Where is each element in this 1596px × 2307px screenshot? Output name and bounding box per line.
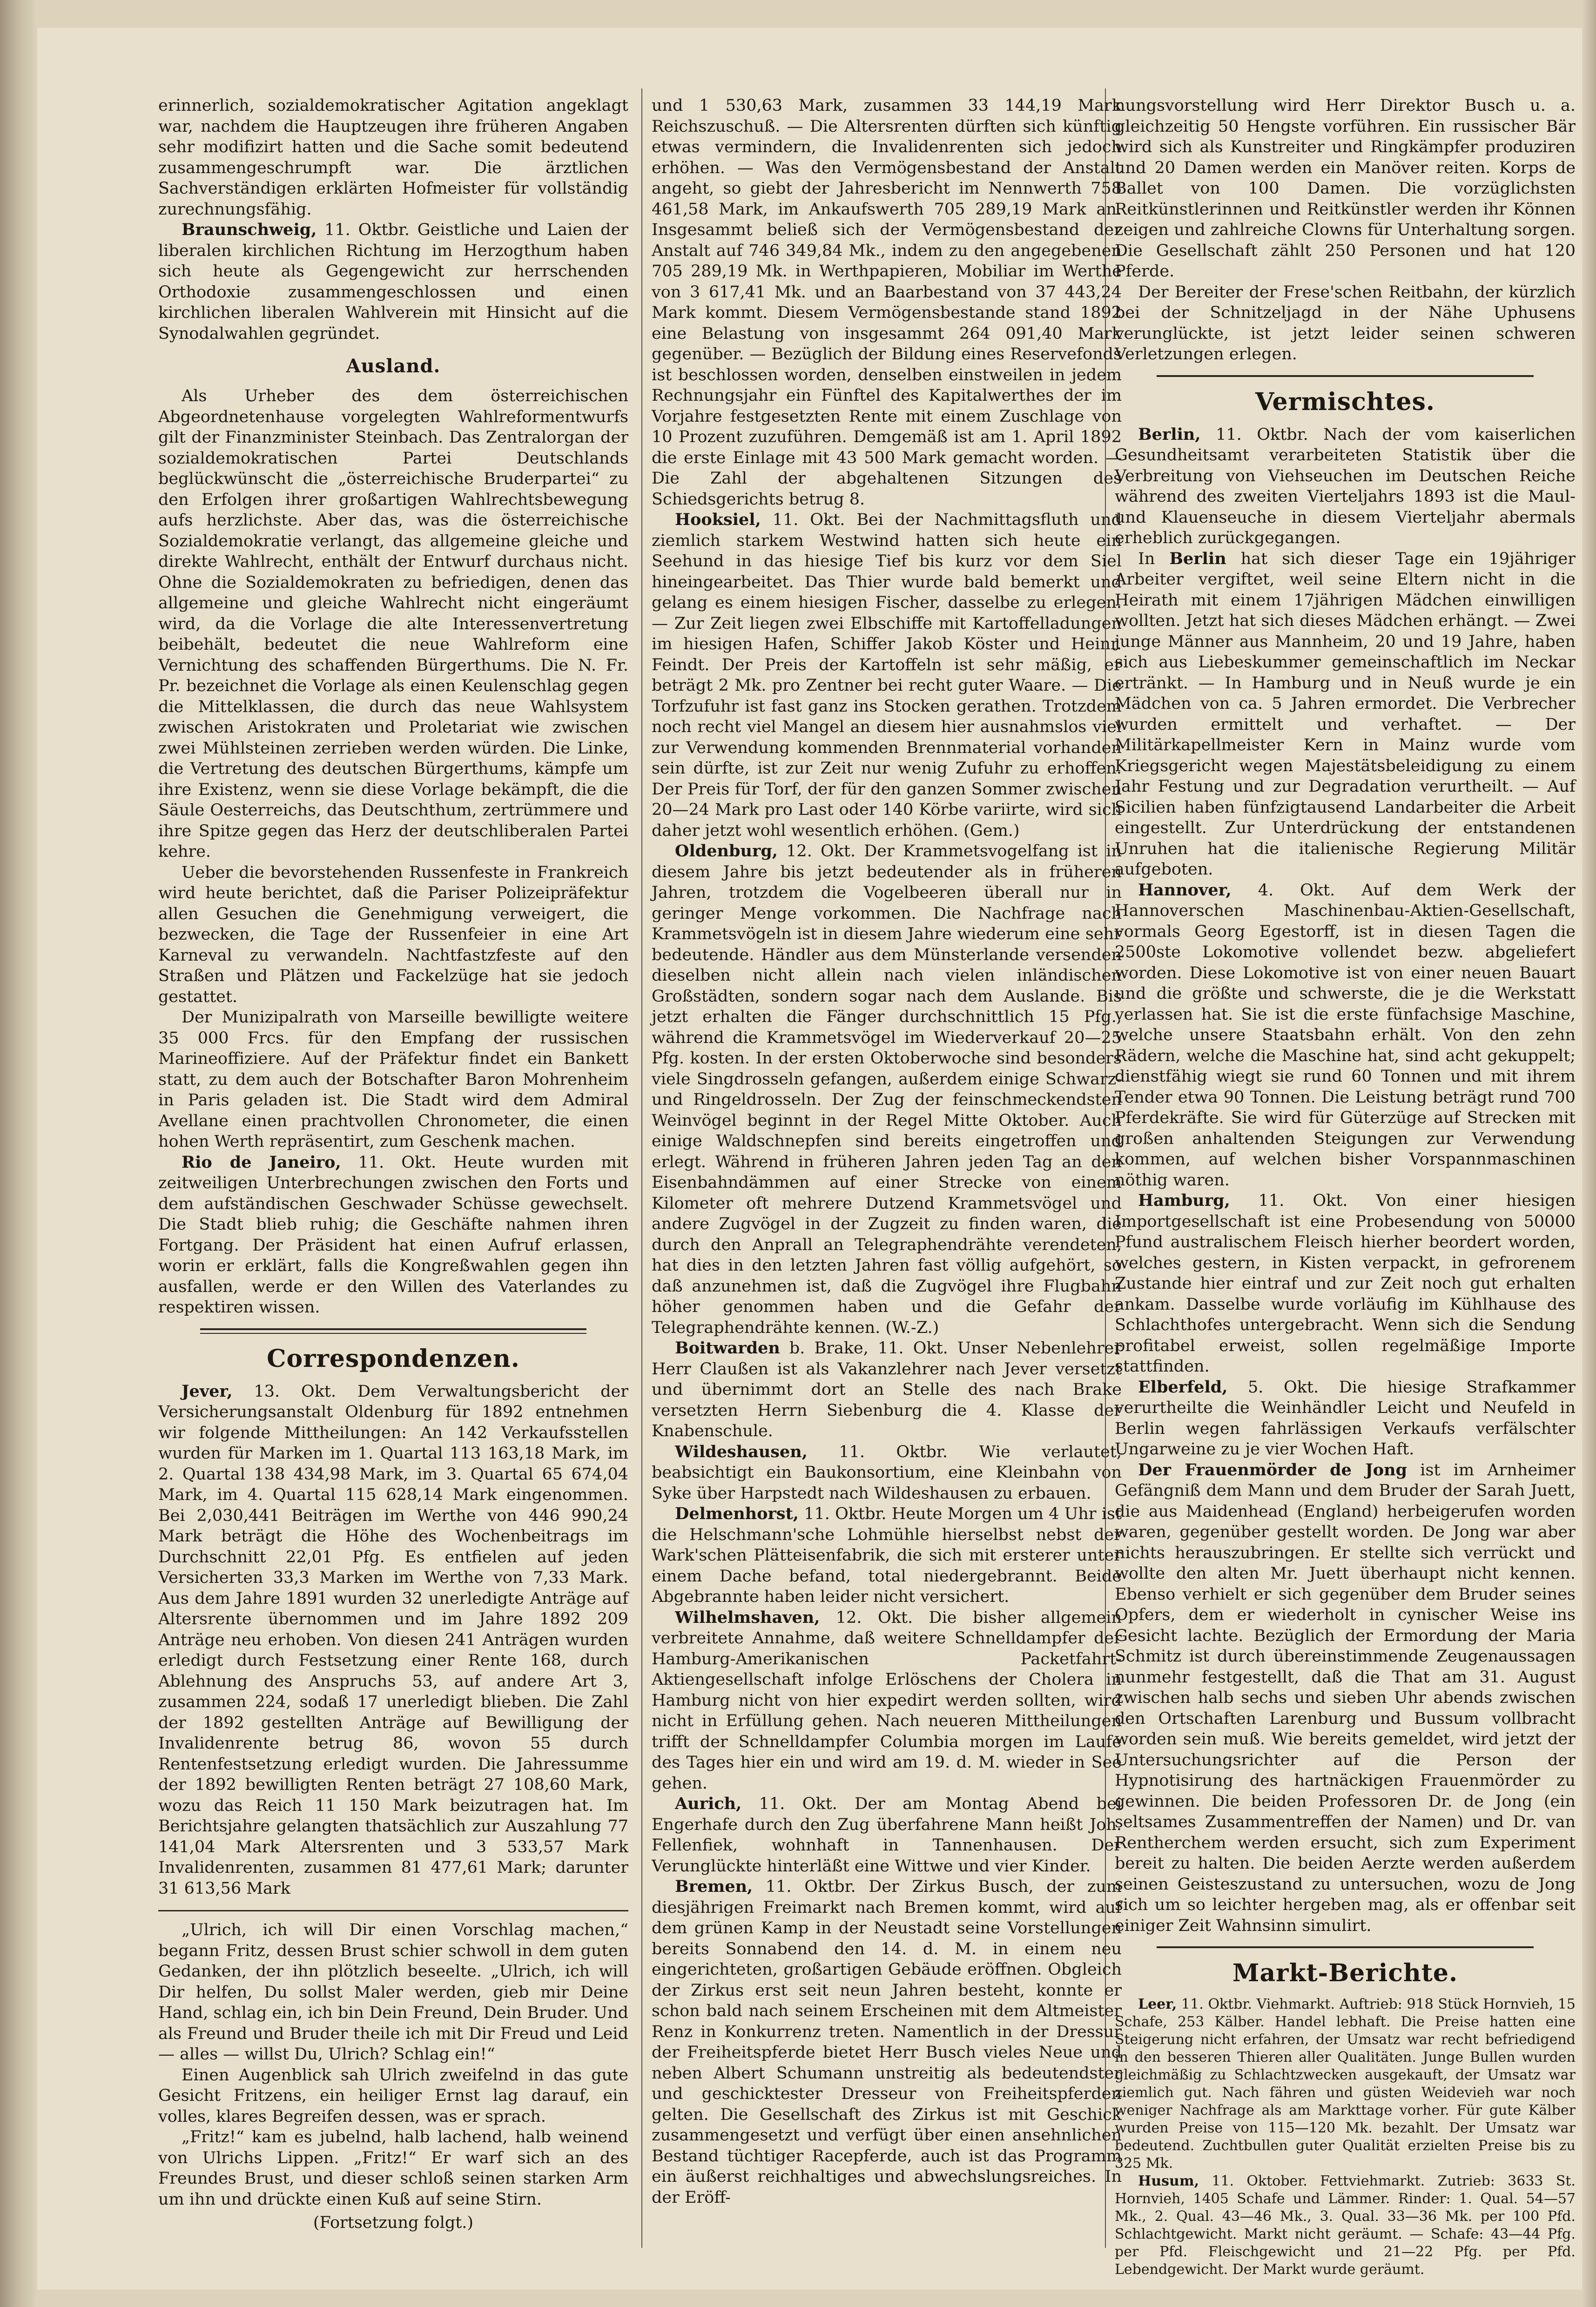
news-item (158, 1152, 628, 1318)
dateline: Hamburg, (1138, 1191, 1230, 1210)
feuilleton-divider (158, 1910, 628, 1911)
news-item (652, 1877, 1122, 2208)
news-item (1115, 424, 1576, 549)
news-text: 11. Oktbr. Wie verlautet, beabsichtigt ein Baukonsortium, eine Kleinbahn von Syke über Harpstedt nach Wildeshausen zu erbauen. (652, 1442, 1122, 1503)
feuilleton-text: „Fritz!“ kam es jubelnd, halb lachend, halb weinend von Ulrichs Lippen. „Fritz!“ Er warf sich an des Freundes Brust, und dieser schloß seinen starken Arm um ihn und drückte einen Kuß auf seine Stirn. (158, 2128, 628, 2209)
dateline: Wildeshausen, (675, 1442, 808, 1461)
section-heading-correspondenzen: Correspondenzen. (267, 1344, 520, 1373)
column-left (158, 95, 628, 2233)
article-text: Ueber die bevorstehenden Russenfeste in Frankreich wird heute berichtet, daß die Pariser Polizeipräfektur allen Gesuchen die Genehmigung verweigert, die bezwecken, die Tage der Russenfeier in eine Art Karneval zu verwandeln. Nachtfastzfeste auf den Straßen und Plätzen und Fackelzüge hat sie jedoch gestattet. (158, 863, 628, 1006)
news-text: 11. Oktbr. Geistliche und Laien der liberalen kirchlichen Richtung im Herzogthum haben sich heute als Gegengewicht zur herrschenden Orthodoxie zusammengeschlossen und einen kirchlichen liberalen Wahlverein mit Hinsicht auf die Synodalwahlen gegründet. (158, 221, 628, 343)
market-report (1115, 1996, 1576, 2172)
news-text: 11. Okt. Von einer hiesigen Importgesellschaft ist eine Probesendung von 50000 Pfund australischem Fleisch hierher beordert worden, welches gestern, in Kisten verpackt, in gefrorenem Zustande hier eintraf und zur Zeit noch gut erhalten ankam. Dasselbe wurde vorläufig im Kühlhause des Schlachthofes untergebracht. Wenn sich die Sendung profitabel erweist, sollen regelmäßige Importe stattfinden. (1115, 1191, 1576, 1376)
dateline: Bremen, (675, 1877, 753, 1896)
dateline: Husum, (1138, 2173, 1199, 2189)
news-item (1115, 1460, 1576, 1937)
column-middle (652, 95, 1122, 2208)
article-text: und 1 530,63 Mark, zusammen 33 144,19 Mark Reichszuschuß. — Die Altersrenten dürften sich künftig etwas vermindern, die Invalidenrenten sich jedoch erhöhen. — Was den Vermögensbestand der Anstalt angeht, so giebt der Jahresbericht im Nennwerth 758 461,58 Mark, im Ankaufswerth 705 289,19 Mark an. Insgesammt beließ sich der Vermögensbestand der Anstalt auf 746 349,84 Mk., indem zu den angegebenen 705 289,19 Mk. in Werthpapieren, Mobiliar im Werthe von 3 617,41 Mk. und an Baarbestand von 37 443,24 Mark kommt. Diesem Vermögensbestande stand 1892 eine Belastung von insgesammt 264 091,40 Mark gegenüber. — Bezüglich der Bildung eines Reservefonds ist beschlossen worden, denselben einstweilen in jedem Rechnungsjahr ein Fünftel des Kapitalwerthes der im Vorjahre festgesetzten Rente mit einem Zuschlage von 10 Prozent zuzuführen. Demgemäß ist am 1. April 1892 die erste Einlage mit 43 500 Mark gemacht worden. — Die Zahl der abgehaltenen Sitzungen des Schiedsgerichts betrug 8. (652, 96, 1122, 509)
news-item (652, 1794, 1122, 1877)
news-item (652, 1504, 1122, 1608)
section-divider (200, 1333, 586, 1334)
news-text: 13. Okt. Dem Verwaltungsbericht der Versicherungsanstalt Oldenburg für 1892 entnehmen wir folgende Mittheilungen: An 142 Verkaufsstellen wurden für Marken im 1. Quartal 113 163,18 Mark, im 2. Quartal 138 434,98 Mark, im 3. Quartal 65 674,04 Mark, im 4. Quartal 115 628,14 Mark eingenommen. Bei 2,030,441 Beiträgen im Werthe von 446 990,24 Mark beträgt die Höhe des Wochenbeitrags im Durchschnitt 22,01 Pfg. Es entfielen auf jeden Versicherten 33,3 Marken im Werthe von 7,33 Mark. Aus dem Jahre 1891 wurden 32 unerledigte Anträge auf Altersrente übernommen und im Jahre 1892 209 Anträge neu erhoben. Von diesen 241 Anträgen wurden erledigt durch Festsetzung einer Rente 168, durch Ablehnung des Anspruchs 53, auf andere Art 3, zusammen 224, sodaß 17 unerledigt blieben. Die Zahl der 1892 gestellten Anträge auf Bewilligung der Invalidenrente betrug 86, wovon 55 durch Rentenfestsetzung erledigt wurden. Die Jahressumme der 1892 bewilligten Renten beträgt 27 108,60 Mark, wozu das Reich 11 150 Mark beizutragen hat. Im Berichtsjahre gelangten thatsächlich zur Auszahlung 77 141,04 Mark Altersrenten und 3 533,57 Mark Invalidenrenten, zusammen 81 477,61 Mark; darunter 31 613,56 Mark (158, 1382, 628, 1898)
dateline: Oldenburg, (675, 841, 778, 861)
news-item (158, 1381, 628, 1899)
news-item (652, 1608, 1122, 1794)
news-text: b. Brake, 11. Okt. Unser Nebenlehrer Herr Claußen ist als Vakanzlehrer nach Jever versetzt und übernimmt dort an Stelle des nach Brake versetzten Herrn Siebenburg die 4. Klasse der Knabenschule. (652, 1339, 1122, 1440)
news-item (1115, 549, 1576, 880)
dateline: Wilhelmshaven, (675, 1608, 820, 1627)
dateline: Jever, (182, 1381, 233, 1401)
news-text-lead: In (1138, 549, 1170, 568)
feuilleton-text: Einen Augenblick sah Ulrich zweifelnd in das gute Gesicht Fritzens, ein heiliger Ernst lag darauf, ein volles, klares Begreifen dessen, was er sprach. (158, 2065, 628, 2126)
article-text: nungsvorstellung wird Herr Direktor Busch u. a. gleichzeitig 50 Hengste vorführen. Ein russischer Bär wird sich als Kunstreiter und Ringkämpfer produziren und 20 Damen werden ein Manöver reiten. Korps de Ballet von 100 Damen. Die vorzüglichsten Reitkünstlerinnen und Reitkünstler werden ihr Können zeigen und zahlreiche Clowns für Unterhaltung sorgen. Die Gesellschaft zählt 250 Personen und hat 120 Pferde. (1115, 96, 1576, 281)
news-text: 11. Oktbr. Nach der vom kaiserlichen Gesundheitsamt verarbeiteten Statistik über die Verbreitung von Viehseuchen im Deutschen Reiche während des zweiten Vierteljahrs 1893 ist die Maul- und Klauenseuche in diesem Vierteljahr abermals erheblich zurückgegangen. (1115, 425, 1576, 547)
news-item (652, 1442, 1122, 1504)
column-rule (641, 88, 642, 2248)
section-divider (1157, 375, 1534, 377)
news-item (652, 841, 1122, 1338)
news-text: hat sich dieser Tage ein 19jähriger Arbeiter vergiftet, weil seine Eltern nicht in die Heirath mit einem 17jährigen Mädchen einwilligen wollten. Jetzt hat sich dieses Mädchen erhängt. — Zwei junge Männer aus Mannheim, 20 und 19 Jahre, haben sich aus Liebeskummer gemeinschaftlich im Neckar ertränkt. — In Hamburg und in Neuß wurde je ein Mädchen von ca. 5 Jahren ermordet. Die Verbrecher wurden ermittelt und verhaftet. — Der Militärkapellmeister Kern in Mainz wurde vom Kriegsgericht wegen Majestätsbeleidigung zu einem Jahr Festung und zur Degradation verurtheilt. — Auf Sicilien haben fünfzigtausend Landarbeiter die Arbeit eingestellt. Zur Unterdrückung der entstandenen Unruhen hat die italienische Regierung Militär aufgeboten. (1115, 549, 1576, 879)
dateline: Elberfeld, (1138, 1377, 1228, 1397)
feuilleton-text: „Ulrich, ich will Dir einen Vorschlag machen,“ begann Fritz, dessen Brust schier schwoll in dem guten Gedanken, der ihn plötzlich beseelte. „Ulrich, ich will Dir helfen, Du sollst Maler werden, gieb mir Deine Hand, schlag ein, ich bin Dein Freund, Dein Bruder. Und als Freund und Bruder theile ich mit Dir Freud und Leid — alles — willst Du, Ulrich? Schlag ein!“ (158, 1921, 628, 2064)
dateline: Leer, (1138, 1996, 1177, 2012)
dateline: Boitwarden (675, 1338, 780, 1358)
news-item (652, 510, 1122, 841)
article-text: Der Bereiter der Frese'schen Reitbahn, der kürzlich bei der Schnitzeljagd in der Nähe Uphusens verunglückte, ist jetzt leider seinen schweren Verletzungen erlegen. (1115, 282, 1576, 363)
news-text: 11. Okt. Der am Montag Abend bei Engerhafe durch den Zug überfahrene Mann heißt Joh. Fellenfiek, wohnhaft in Tannenhausen. Der Verunglückte hinterläßt eine Wittwe und vier Kinder. (652, 1795, 1122, 1876)
dateline: Der Frauenmörder de Jong (1138, 1460, 1407, 1480)
news-text: 12. Okt. Die bisher allgemein verbreitete Annahme, daß weitere Schnelldampfer der Hamburg-Amerikanischen Packetfahrt-Aktiengesellschaft infolge Erlöschens der Cholera in Hamburg nicht von hier expedirt werden sollten, wird nicht in Erfüllung gehen. Nach neueren Mittheilungen trifft der Schnelldampfer Columbia morgen im Laufe des Tages hier ein und wird am 19. d. M. wieder in See gehen. (652, 1608, 1122, 1793)
book-spine-shadow (0, 0, 37, 2307)
news-item (652, 1338, 1122, 1442)
section-heading-vermischtes: Vermischtes. (1255, 387, 1435, 416)
news-text: 11. Okt. Bei der Nachmittagsfluth und ziemlich starkem Westwind hatten sich heute ein Seehund in das hiesige Tief bis kurz vor dem Siel hineingearbeitet. Das Thier wurde bald bemerkt und gelang es einem hiesigen Fischer, dasselbe zu erlegen. — Zur Zeit liegen zwei Elbschiffe mit Kartoffelladungen im hiesigen Hafen, Schiffer Jakob Köster und Heinr. Feindt. Der Preis der Kartoffeln ist sehr mäßig, er beträgt 2 Mk. pro Zentner bei recht guter Waare. — Die Torfzufuhr ist fast ganz ins Stocken gerathen. Trotzdem noch recht viel Mangel an diesem hier ausnahmslos viel zur Verwendung kommenden Brennmaterial vorhanden sein dürfte, ist zur Zeit nur wenig Zufuhr zu erhoffen. Der Preis für Torf, der für den ganzen Sommer zwischen 20—24 Mark pro Last oder 140 Körbe variirte, wird sich daher jetzt wohl wesentlich erhöhen. (Gem.) (652, 511, 1122, 840)
dateline: Braunschweig, (182, 220, 317, 239)
continuation-note: (Fortsetzung folgt.) (313, 2213, 474, 2232)
column-right (1115, 95, 1576, 2279)
section-heading-ausland: Ausland. (346, 355, 441, 377)
news-item (158, 220, 628, 344)
news-text: 12. Okt. Der Krammetsvogelfang ist in diesem Jahre bis jetzt bedeutender als in früheren Jahren, trotzdem die Vogelbeeren überall nur in geringer Menge vorkommen. Die Nachfrage nach Krammetsvögeln ist in diesem Jahre wiederum eine sehr bedeutende. Händler aus dem Münsterlande versenden dieselben nicht allein nach vielen inländischen Großstädten, sondern sogar nach dem Auslande. Bis jetzt erhalten die Fänger durchschnittlich 15 Pfg., während die Krammetsvögel im Wiederverkauf 20—25 Pfg. kosten. In der ersten Oktoberwoche sind besonders viele Singdrosseln gefangen, außerdem einige Schwarz- und Ringeldrosseln. Der Zug der feinschmeckendsten Weinvögel beginnt in der Regel Mitte Oktober. Auch einige Waldschnepfen sind bereits eingetroffen und erlegt. Während in früheren Jahren jeden Tag an den Eisenbahndämmen auf einer Strecke von einem Kilometer oft mehrere Dutzend Krammetsvögel und andere Zugvögel in der Zugzeit zu finden waren, die durch den Anprall an Telegraphendrähte verendeten, hat dies in den letzten Jahren fast völlig aufgehört, so daß anzunehmen ist, daß die Zugvögel ihre Flugbahn höher genommen haben und die Gefahr der Telegraphendrähte kennen. (W.-Z.) (652, 842, 1122, 1337)
news-text: 4. Okt. Auf dem Werk der Hannoverschen Maschinenbau-Aktien-Gesellschaft, vormals Georg Egestorff, ist in diesen Tagen die 2500ste Lokomotive vollendet bezw. abgeliefert worden. Diese Lokomotive ist von einer neuen Bauart und die größte und schwerste, die je die Werkstatt verlassen hat. Sie ist die erste fünfachsige Maschine, welche unsere Staatsbahn erhält. Von den zehn Rädern, welche die Maschine hat, sind acht gekuppelt; dienstfähig wiegt sie rund 60 Tonnen und mit ihrem Tender etwa 90 Tonnen. Die Leistung beträgt rund 700 Pferdekräfte. Sie wird für Güterzüge auf Strecken mit großen anhaltenden Steigungen zur Verwendung kommen, auf welchen bisher Vorspannmaschinen nöthig waren. (1115, 881, 1576, 1190)
news-item (1115, 880, 1576, 1191)
dateline: Rio de Janeiro, (182, 1152, 341, 1172)
dateline: Hooksiel, (675, 510, 761, 529)
dateline: Hannover, (1138, 880, 1232, 900)
page-edge-shadow (1582, 0, 1596, 2307)
section-divider (200, 1328, 586, 1330)
news-text: 11. Oktbr. Der Zirkus Busch, der zum diesjährigen Freimarkt nach Bremen kommt, wird auf dem grünen Kamp in der Neustadt seine Vorstellungen bereits Sonnabend den 14. d. M. in einem neu eingerichteten, großartigen Gebäude eröffnen. Obgleich der Zirkus erst seit neun Jahren besteht, konnte er schon bald nach seinem Erscheinen mit dem Altmeister Renz in Konkurrenz treten. Namentlich in der Dressur der Freiheitspferde bietet Herr Busch vieles Neue und neben Albert Schumann unstreitig als bedeutendster und geschicktester Dresseur von Freiheitspferden gelten. Die Gesellschaft des Zirkus ist mit Geschick zusammengesetzt und verfügt über einen ansehnlichen Bestand tüchtiger Racepferde, auch ist das Programm ein äußerst reichhaltiges und abwechslungsreiches. In der Eröff- (652, 1877, 1122, 2207)
dateline: Delmenhorst, (675, 1504, 799, 1523)
article-text: Als Urheber des dem österreichischen Abgeordnetenhause vorgelegten Wahlreformentwurfs gilt der Finanzminister Steinbach. Das Zentralorgan der sozialdemokratischen Partei Deutschlands beglückwünscht die „österreichische Bruderpartei“ zu den Erfolgen ihrer großartigen Wahlrechtsbewegung aufs herzlichste. Aber das, was die österreichische Sozialdemokratie verlangt, das allgemeine gleiche und direkte Wahlrecht, enthält der Entwurf durchaus nicht. Ohne die Sozialdemokraten zu befriedigen, denen das allgemeine und gleiche Wahlrecht nicht eingeräumt wird, da die Vorlage die alte Interessenvertretung beibehält, bedeutet die neue Wahlreform eine Vernichtung des schaffenden Bürgerthums. Die N. Fr. Pr. bezeichnet die Vorlage als einen Keulenschlag gegen die Mittelklassen, die durch das neue Wahlsystem zwischen Aristokraten und Proletariat wie zwischen zwei Mühlsteinen zerrieben werden würden. Die Linke, die Vertretung des deutschen Bürgerthums, kämpfe um ihre Existenz, wenn sie diese Vorlage bekämpft, die die Säule Oesterreichs, das Deutschthum, zertrümmere und ihre Spitze gegen das Herz der deutschliberalen Partei kehre. (158, 387, 628, 861)
dateline: Berlin (1169, 549, 1226, 568)
news-text: ist im Arnheimer Gefängniß dem Mann und dem Bruder der Sarah Juett, die aus Maidenhead (England) herbeigerufen worden waren, gegenüber gestellt worden. De Jong war aber nichts herauszubringen. Er stellte sich verrückt und wollte den alten Mr. Juett überhaupt nicht kennen. Ebenso verhielt er sich gegenüber dem Bruder seines Opfers, dem er wiederholt in cynischer Weise ins Gesicht lachte. Bezüglich der Ermordung der Maria Schmitz ist durch übereinstimmende Zeugenaussagen nunmehr festgestellt, daß die That am 31. August zwischen halb sechs und sieben Uhr abends zwischen den Ortschaften Larenburg und Bussum vollbracht worden sein muß. Wie bereits gemeldet, wird jetzt der Untersuchungsrichter auf die Person der Hypnotisirung des hartnäckigen Frauenmörder zu gewinnen. Die beiden Professoren Dr. de Jong (ein seltsames Zusammentreffen der Namen) und Dr. van Rentherchem werden ersucht, sich zum Experiment bereit zu halten. Die beiden Aerzte werden außerdem seinen Geisteszustand zu untersuchen, wozu de Jong sich um so leichter hergeben mag, als er offenbar seit einiger Zeit Wahnsinn simulirt. (1115, 1460, 1576, 1935)
section-divider (1157, 1946, 1534, 1948)
news-text: 11. Okt. Heute wurden mit zeitweiligen Unterbrechungen zwischen den Forts und dem aufständischen Geschwader Schüsse gewechselt. Die Stadt blieb ruhig; die Geschäfte nahmen ihren Fortgang. Der Präsident hat einen Aufruf erlassen, worin er erklärt, falls die Kongreßwahlen gegen ihn ausfallen, werde er den Willen des Vaterlandes zu respektiren wissen. (158, 1153, 629, 1317)
news-text: 11. Oktbr. Heute Morgen um 4 Uhr ist die Helschmann'sche Lohmühle hierselbst nebst der Wark'schen Plätteisenfabrik, die sich mit ersterer unter einem Dache befand, total niedergebrannt. Beide Abgebrannte haben leider nicht versichert. (652, 1505, 1122, 1606)
news-item (1115, 1377, 1576, 1460)
article-text: Der Munizipalrath von Marseille bewilligte weitere 35 000 Frcs. für den Empfang der russischen Marineoffiziere. Auf der Präfektur findet ein Bankett statt, zu dem auch der Botschafter Baron Mohrenheim in Paris geladen ist. Die Stadt wird dem Admiral Avellane einen prachtvollen Chronometer, die einen hohen Werth repräsentirt, zum Geschenk machen. (158, 1008, 628, 1151)
news-text: 5. Okt. Die hiesige Strafkammer verurtheilte die Weinhändler Leicht und Neufeld in Berlin wegen fahrlässigen Verkaufs verfälschter Ungarweine zu je vier Wochen Haft. (1115, 1378, 1576, 1459)
dateline: Berlin, (1138, 424, 1201, 444)
market-text: 11. Oktober. Fettviehmarkt. Zutrieb: 3633 St. Hornvieh, 1405 Schafe und Lämmer. Rinder: 1. Qual. 54—57 Mk., 2. Qual. 43—46 Mk., 3. Qual. 33—36 Mk. per 100 Pfd. Schlachtgewicht. Markt nicht geräumt. — Schafe: 43—44 Pfg. per Pfd. Fleischgewicht und 21—22 Pfg. per Pfd. Lebendgewicht. Der Markt wurde geräumt. (1115, 2173, 1576, 2278)
section-heading-markt-berichte: Markt-Berichte. (1232, 1959, 1458, 1987)
market-report (1115, 2172, 1576, 2279)
news-item (1115, 1190, 1576, 1377)
article-text: erinnerlich, sozialdemokratischer Agitation angeklagt war, nachdem die Hauptzeugen ihre früheren Angaben sehr modifizirt hatten und die Sache somit bedeutend zusammengeschrumpft war. Die ärztlichen Sachverständigen erklärten Hofmeister für vollständig zurechnungsfähig. (158, 96, 628, 219)
market-text: 11. Oktbr. Viehmarkt. Auftrieb: 918 Stück Hornvieh, 15 Schafe, 253 Kälber. Handel lebhaft. Die Preise hatten eine Steigerung nicht erfahren, der Umsatz war recht befriedigend in den besseren Thieren aller Qualitäten. Junge Bullen wurden gleichmäßig zu Schlachtzwecken ausgekauft, der Umsatz war ziemlich gut. Nach fähren und güsten Weidevieh war noch weniger Nachfrage als am Markttage vorher. Für gute Kälber wurden Preise von 115—120 Mk. bezahlt. Der Umsatz war bedeutend. Zuchtbullen guter Qualität erzielten Preise bis zu 325 Mk. (1115, 1996, 1576, 2172)
dateline: Aurich, (675, 1794, 742, 1813)
